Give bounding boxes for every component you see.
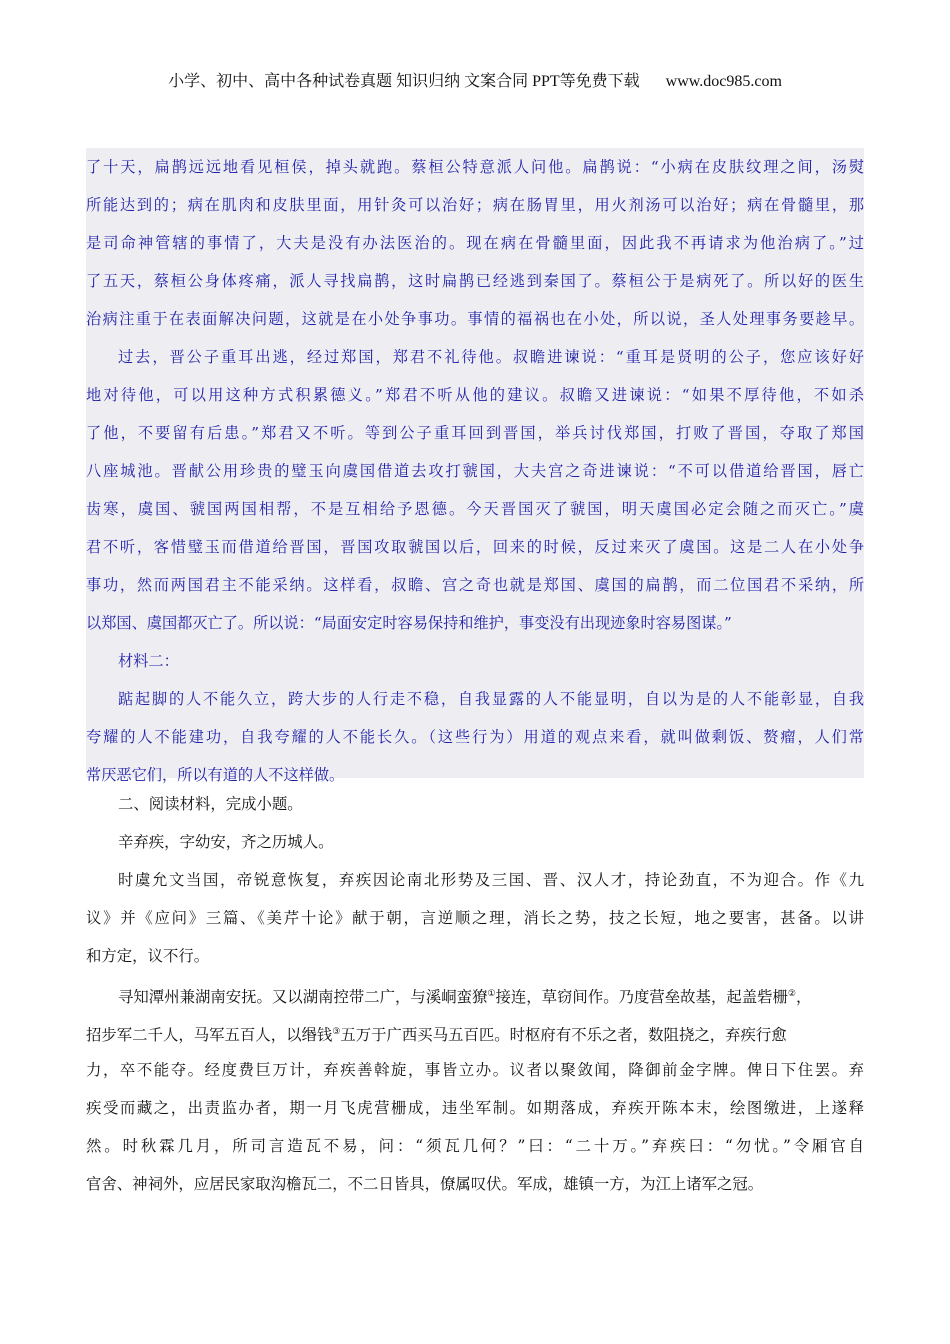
footnote-marker: ③ — [332, 1027, 341, 1037]
translation-line: 了他，不要留有后患。”郑君又不听。等到公子重耳回到晋国，举兵讨伐郑国，打败了晋国，夺取了郑国 — [86, 424, 864, 442]
material-two-label: 材料二： — [118, 652, 179, 670]
translation-line: 地对待他，可以用这种方式积累德义。”郑君不听从他的建议。叔瞻又进谏说：“如果不厚待他，不如杀 — [86, 386, 864, 404]
translation-line: 治病注重于在表面解决问题，这就是在小处争事功。事情的福祸也在小处，所以说，圣人处理事务要趁早。 — [86, 310, 864, 328]
translation-block — [86, 148, 864, 784]
passage-text: 招步军二千人，马军五百人，以缗钱 — [86, 1026, 333, 1044]
translation-line: 过去，晋公子重耳出逃，经过郑国，郑君不礼待他。叔瞻进谏说：“重耳是贤明的公子，您应该好好 — [118, 348, 864, 366]
passage-text: ， — [795, 988, 812, 1006]
passage-line — [86, 1013, 864, 1051]
translation-line: 夸耀的人不能建功，自我夸耀的人不能长久。（这些行为）用道的观点来看，就叫做剩饭、赘瘤，人们常 — [86, 728, 864, 746]
header-text: 小学、初中、高中各种试卷真题 知识归纳 文案合同 PPT等免费下载 — [168, 73, 640, 90]
passage-line: 疾受而藏之，出责监办者，期一月飞虎营栅成，违坐军制。如期落成，弃疾开陈本末，绘图缴进，上遂释 — [86, 1099, 864, 1117]
translation-line: 以郑国、虞国都灭亡了。所以说：“局面安定时容易保持和维护，事变没有出现迹象时容易图谋。” — [86, 614, 732, 632]
translation-line: 事功，然而两国君主不能采纳。这样看，叔瞻、宫之奇也就是郑国、虞国的扁鹊，而二位国君不采纳，所 — [86, 576, 864, 594]
translation-line: 踮起脚的人不能久立，跨大步的人行走不稳，自我显露的人不能显明，自以为是的人不能彰显，自我 — [118, 690, 864, 708]
passage-line: 议》并《应问》三篇、《美芹十论》献于朝，言逆顺之理，消长之势，技之长短，地之要害，甚备。以讲 — [86, 909, 864, 927]
translation-line: 八座城池。晋献公用珍贵的璧玉向虞国借道去攻打虢国，大夫宫之奇进谏说：“不可以借道给晋国，唇亡 — [86, 462, 864, 480]
passage-line: 官舍、神祠外，应居民家取沟檐瓦二，不二日皆具，僚属叹伏。军成，雄镇一方，为江上诸军之冠。 — [86, 1175, 764, 1193]
passage-text: 五万于广西买马五百匹。时枢府有不乐之者，数阻挠之，弃疾行愈 — [340, 1026, 787, 1044]
translation-line: 了十天，扁鹊远远地看见桓侯，掉头就跑。蔡桓公特意派人问他。扁鹊说：“小病在皮肤纹理之间，汤熨 — [86, 158, 864, 176]
passage-line: 然。时秋霖几月，所司言造瓦不易，问：“须瓦几何？”曰：“二十万。”弃疾曰：“勿忧。”令厢官自 — [86, 1137, 864, 1155]
header-url: www.doc985.com — [665, 73, 782, 90]
translation-line: 是司命神管辖的事情了，大夫是没有办法医治的。现在病在骨髓里面，因此我不再请求为他治病了。”过 — [86, 234, 864, 252]
footnote-marker: ② — [787, 989, 796, 999]
passage-text: 寻知潭州兼湖南安抚。又以湖南控带二广，与溪峒蛮獠 — [118, 988, 488, 1006]
section-heading: 二、阅读材料，完成小题。 — [118, 795, 303, 813]
passage-line: 和方定，议不行。 — [86, 947, 210, 965]
translation-line: 齿寒，虞国、虢国两国相帮，不是互相给予恩德。今天晋国灭了虢国，明天虞国必定会随之而灭亡。”虞 — [86, 500, 864, 518]
passage-line: 辛弃疾，字幼安，齐之历城人。 — [118, 833, 334, 851]
passage-line — [86, 975, 864, 1013]
passage-text: 接连，草窃间作。乃度营垒故基，起盖砦栅 — [495, 988, 788, 1006]
translation-line: 所能达到的；病在肌肉和皮肤里面，用针灸可以治好；病在肠胃里，用火剂汤可以治好；病在骨髓里，那 — [86, 196, 864, 214]
translation-line: 君不听，客惜璧玉而借道给晋国，晋国攻取虢国以后，回来的时候，反过来灭了虞国。这是二人在小处争 — [86, 538, 864, 556]
passage-line: 力，卒不能夺。经度费巨万计，弃疾善斡旋，事皆立办。议者以聚敛闻，降御前金字牌。俾日下住罢。弃 — [86, 1061, 864, 1079]
passage-line: 时虞允文当国，帝锐意恢复，弃疾因论南北形势及三国、晋、汉人才，持论劲直，不为迎合。作《九 — [118, 871, 864, 889]
translation-line: 了五天，蔡桓公身体疼痛，派人寻找扁鹊，这时扁鹊已经逃到秦国了。蔡桓公于是病死了。所以好的医生 — [86, 272, 864, 290]
page-header — [0, 68, 950, 91]
translation-line: 常厌恶它们，所以有道的人不这样做。 — [86, 766, 345, 784]
footnote-marker: ① — [487, 989, 496, 999]
